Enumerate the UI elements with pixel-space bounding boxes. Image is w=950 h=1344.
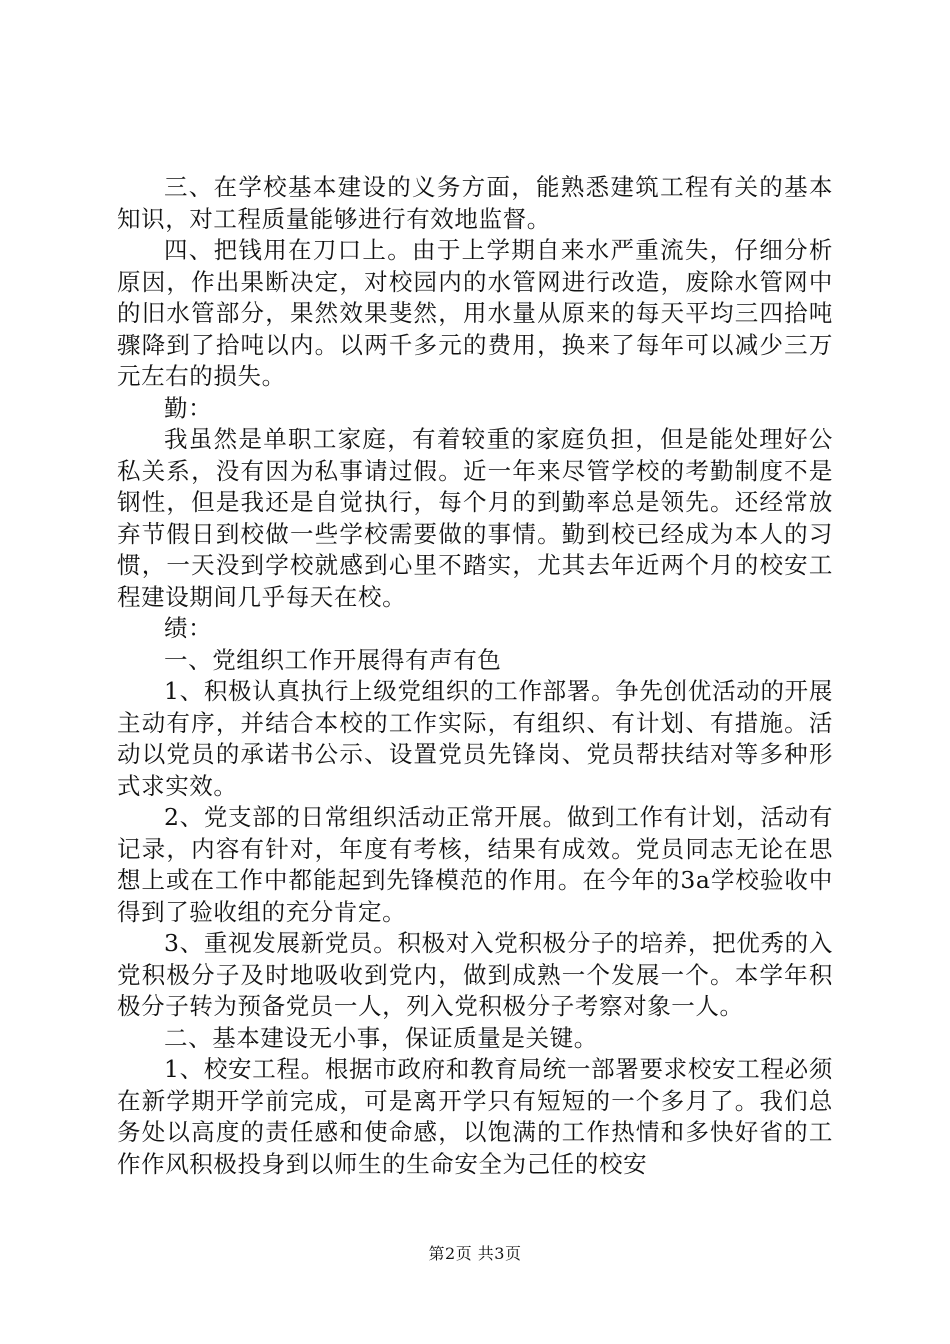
paragraph-diligence: 我虽然是单职工家庭，有着较重的家庭负担，但是能处理好公私关系，没有因为私事请过假。近一年来尽管学校的考勤制度不是钢性，但是我还是自觉执行，每个月的到勤率总是领先。还经常放弃节假日到校做一些学校需要做的事情。勤到校已经成为本人的习惯，一天没到学校就感到心里不踏实，尤其去年近两个月的校安工程建设期间几乎每天在校。	[117, 425, 833, 611]
paragraph-infrastructure-duty: 三、在学校基本建设的义务方面，能熟悉建筑工程有关的基本知识，对工程质量能够进行有效地监督。	[117, 173, 833, 233]
heading-diligence: 勤：	[164, 393, 213, 422]
heading-achievements: 绩：	[164, 614, 213, 642]
heading-party-work: 一、党组织工作开展得有声有色	[164, 645, 502, 674]
paragraph-party-item-2: 2、党支部的日常组织活动正常开展。做到工作有计划，活动有记录，内容有针对，年度有考核，结果有成效。党员同志无论在思想上或在工作中都能起到先锋模范的作用。在今年的3a学校验收中得到了验收组的充分肯定。	[117, 803, 833, 926]
page-number-footer: 第2页 共3页	[428, 1244, 522, 1263]
paragraph-water-saving: 四、把钱用在刀口上。由于上学期自来水严重流失，仔细分析原因，作出果断决定，对校园内的水管网进行改造，废除水管网中的旧水管部分，果然效果斐然，用水量从原来的每天平均三四拾吨骤降到了拾吨以内。以两千多元的费用，换来了每年可以减少三万元左右的损失。	[117, 236, 833, 390]
document-body	[117, 172, 833, 1180]
paragraph-party-item-1: 1、积极认真执行上级党组织的工作部署。争先创优活动的开展主动有序，并结合本校的工作实际，有组织、有计划、有措施。活动以党员的承诺书公示、设置党员先锋岗、党员帮扶结对等多种形式求实效。	[117, 677, 833, 800]
paragraph-construction-item-1: 1、校安工程。根据市政府和教育局统一部署要求校安工程必须在新学期开学前完成，可是离开学只有短短的一个多月了。我们总务处以高度的责任感和使命感，以饱满的工作热情和多快好省的工作作风积极投身到以师生的生命安全为己任的校安	[117, 1055, 833, 1178]
paragraph-party-item-3: 3、重视发展新党员。积极对入党积极分子的培养，把优秀的入党积极分子及时地吸收到党内，做到成熟一个发展一个。本学年积极分子转为预备党员一人，列入党积极分子考察对象一人。	[117, 929, 833, 1020]
heading-construction: 二、基本建设无小事，保证质量是关键。	[164, 1023, 598, 1052]
